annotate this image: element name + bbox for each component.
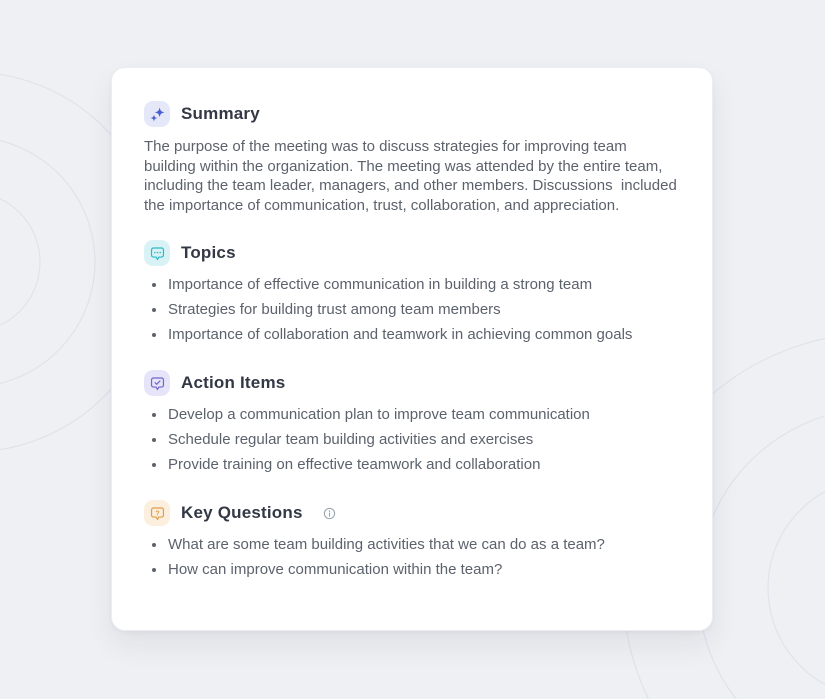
list-item: • Importance of collaboration and teamwork in achieving common goals (167, 325, 680, 345)
summary-title: Summary (181, 103, 260, 123)
svg-text:?: ? (154, 509, 160, 518)
topics-list (144, 275, 680, 345)
section-summary (144, 101, 680, 215)
section-action-items (144, 370, 680, 475)
section-topics-header (144, 240, 680, 266)
list-item: • Develop a communication plan to improve team communication (167, 405, 680, 425)
list-item: • Schedule regular team building activities and exercises (167, 430, 680, 450)
list-item: • Strategies for building trust among team members (167, 300, 680, 320)
action-items-title: Action Items (181, 373, 286, 393)
list-item: • Importance of effective communication in building a strong team (167, 275, 680, 295)
key-questions-list (144, 535, 680, 580)
chat-check-icon (144, 370, 170, 396)
chat-question-icon (144, 500, 170, 526)
list-item: • How can improve communication within the team? (167, 560, 680, 580)
info-icon[interactable] (322, 506, 337, 521)
section-key-questions (144, 500, 680, 580)
section-action-items-header (144, 370, 680, 396)
list-item: • Provide training on effective teamwork and collaboration (167, 455, 680, 475)
section-summary-header (144, 101, 680, 127)
topics-title: Topics (181, 243, 236, 263)
section-topics (144, 240, 680, 345)
chat-dots-icon (144, 240, 170, 266)
summary-paragraph: The purpose of the meeting was to discuss strategies for improving team building within the organization. The meeting was attended by the entire team, including the team leader, managers, and other members. Discussions included the importance of communication, trust, collaboration, and appreciation. (144, 138, 681, 214)
section-key-questions-header (144, 500, 680, 526)
action-items-list (144, 405, 680, 475)
sparkles-icon (144, 101, 170, 127)
meeting-notes-card (111, 67, 713, 631)
list-item: • What are some team building activities that we can do as a team? (167, 535, 680, 555)
key-questions-title: Key Questions (181, 503, 303, 523)
